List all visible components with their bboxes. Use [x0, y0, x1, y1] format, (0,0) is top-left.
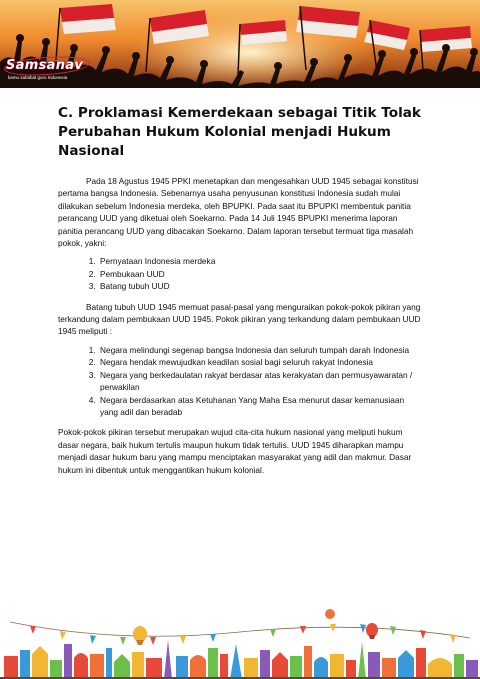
logo-text: Samsanav: [6, 58, 84, 73]
list-item: 3. Batang tubuh UUD: [98, 280, 424, 292]
footer-illustration: [0, 604, 480, 679]
header-banner: [0, 0, 480, 88]
building-silhouettes: [4, 640, 478, 679]
list-item: 1. Pernyataan Indonesia merdeka: [98, 255, 424, 267]
site-logo[interactable]: [6, 58, 92, 84]
paragraph-conclusion: Pokok-pokok pikiran tersebut merupakan wujud cita-cita hukum nasional yang meliputi hukum dasar negara, baik hukum tertulis maupun hukum tidak tertulis. UUD 1945 diharapkan mampu menjadi dasar hukum baru yang mampu menciptakan masyarakat yang adil dan makmur. Dasar hukum ini dibentuk untuk menggantikan hukum kolonial.: [58, 427, 412, 475]
city-skyline-illustration: [0, 604, 480, 679]
hot-air-balloon-icon: [366, 623, 378, 639]
document-body: [58, 104, 424, 482]
list-pokok-pikiran: [58, 344, 424, 418]
section-heading: C. Proklamasi Kemerdekaan sebagai Titik Tolak Perubahan Hukum Kolonial menjadi Hukum Nasional: [58, 105, 421, 159]
paragraph-intro: Pada 18 Agustus 1945 PPKI menetapkan dan mengesahkan UUD 1945 sebagai konstitusi pertama bangsa Indonesia. Sebenarnya usaha penyusunan konstitusi Indonesia sudah mulai dilakukan sebelum Indonesia merdeka, oleh BPUPKI. Pada saat itu BPUPKI membentuk panitia perancang UUD yang diketuai oleh Soekarno. Pada 14 Juli 1945 BPUPKI menerima laporan panitia perancang UUD yang dibacakan Soekarno. Dalam laporan tersebut termuat tiga masalah pokok, yakni:: [58, 176, 419, 249]
list-item: 2. Pembukaan UUD: [98, 268, 424, 280]
list-item: 4. Negara berdasarkan atas Ketuhanan Yang Maha Esa menurut dasar kemanusiaan yang adil dan beradab: [98, 394, 424, 419]
list-three-issues: [58, 255, 424, 292]
sun-icon: [325, 609, 335, 619]
list-item: 3. Negara yang berkedaulatan rakyat berdasar atas kerakyatan dan permusyawaratan / perwakilan: [98, 369, 424, 394]
list-item: 2. Negara hendak mewujudkan keadilan sosial bagi seluruh rakyat Indonesia: [98, 356, 424, 368]
bunting-flags: [30, 624, 456, 645]
hot-air-balloon-icon: [133, 626, 147, 645]
list-item: 1. Negara melindungi segenap bangsa Indonesia dan seluruh tumpah darah Indonesia: [98, 344, 424, 356]
logo-tagline: kamu sahabat guru Indonesia: [8, 75, 68, 80]
paragraph-batang-tubuh: Batang tubuh UUD 1945 memuat pasal-pasal yang menguraikan pokok-pokok pikiran yang terkandung dalam pembukaan UUD 1945. Pokok pikiran yang terkandung dalam pembukaan UUD 1945 meliputi :: [58, 301, 421, 337]
